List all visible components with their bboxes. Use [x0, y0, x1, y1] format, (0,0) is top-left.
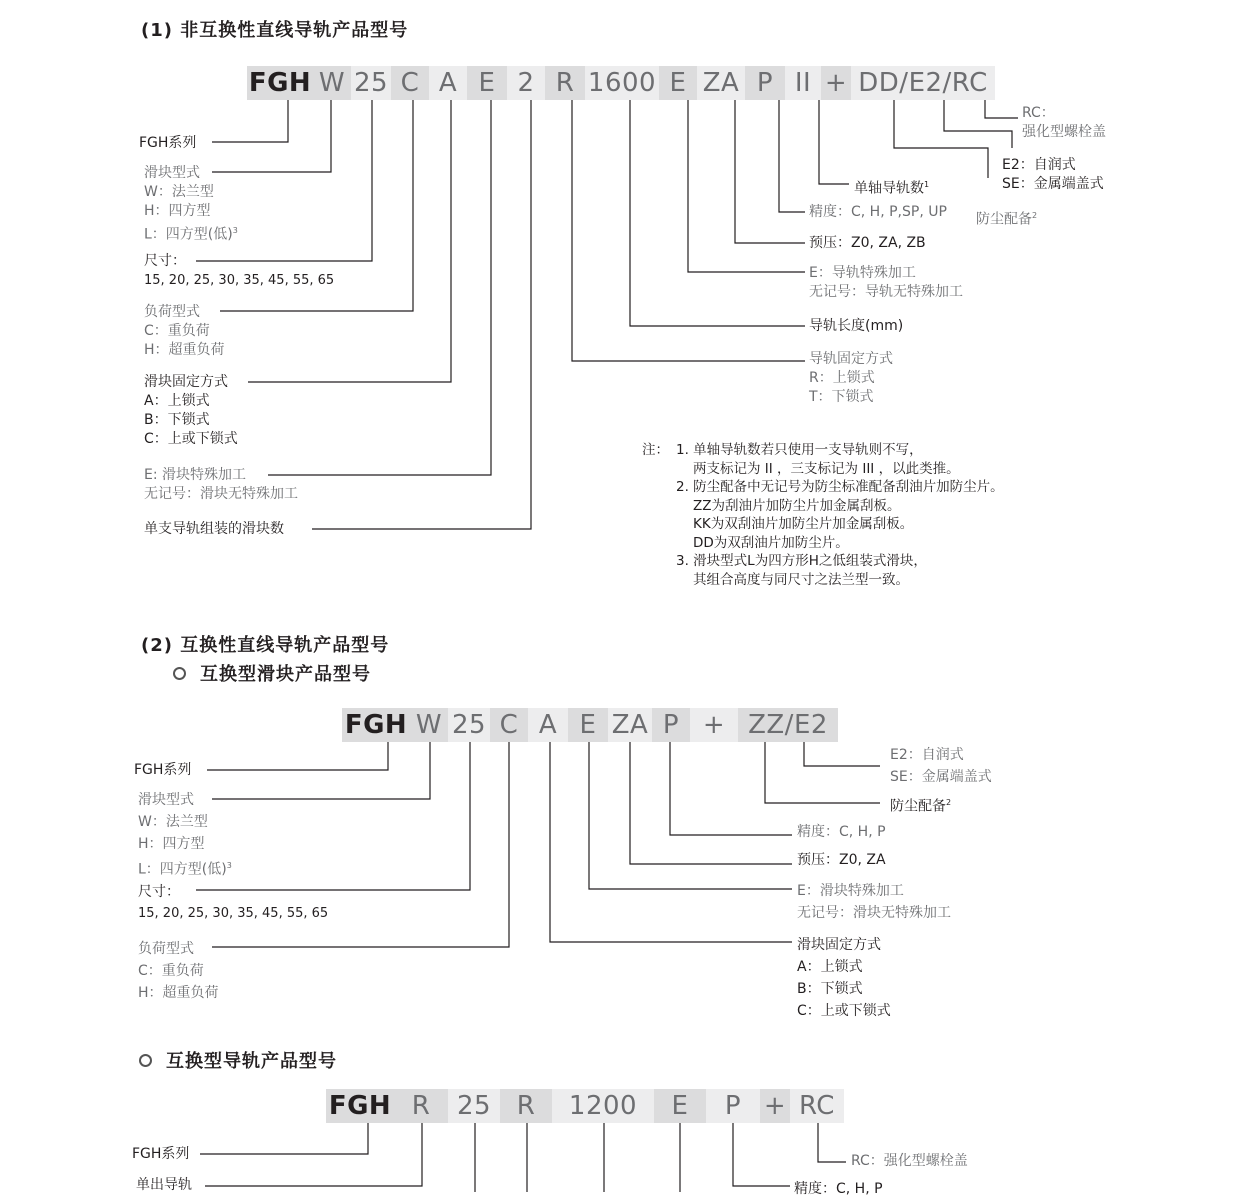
label-e2-se: E2：自润式 SE：金属端盖式: [890, 747, 992, 785]
code-segment-block-type: W: [410, 708, 448, 742]
code-segment-rail-mount: R: [545, 66, 585, 100]
label-rail-mount: 导轨固定方式 R：上锁式 T：下锁式: [809, 351, 893, 405]
label-preload: 预压：Z0, ZA, ZB: [809, 235, 926, 251]
notes-body: 1. 单轴导轨数若只使用一支导轨则不写， 两支标记为 II ，三支标记为 III ，以此类推。 2. 防尘配备中无记号为防尘标准配备刮油片加防尘片。 ZZ为刮油片加防尘片加金属刮板。 KK为双刮油片加防尘片加金属刮板。 DD为双刮油片加防尘片。 3. 滑块型式L为四方形H之低组装式滑块， 其组合高度与同尺寸之法兰型一致。: [676, 442, 1004, 588]
label-rail-special: E：导轨特殊加工 无记号：导轨无特殊加工: [809, 265, 963, 300]
section2-heading: (2) 互换性直线导轨产品型号: [141, 635, 390, 656]
code-segment-rail: R: [394, 1089, 448, 1123]
label-block-type: 滑块型式 W：法兰型 H：四方型 L：四方型(低)$^3$: [138, 792, 232, 878]
code-segment-plus: +: [760, 1089, 790, 1123]
code-segment-block-special: E: [467, 66, 507, 100]
label-series: FGH系列: [139, 135, 197, 151]
bullet-icon: [139, 1054, 152, 1067]
code-segment-series: FGH: [326, 1089, 394, 1123]
code-segment-load: C: [490, 708, 528, 742]
label-e2-se: E2：自润式 SE：金属端盖式: [1002, 157, 1104, 192]
code-segment-plus: +: [821, 66, 851, 100]
code-segment-load: C: [391, 66, 429, 100]
code-segment-plus: +: [690, 708, 738, 742]
section1-heading: (1) 非互换性直线导轨产品型号: [141, 20, 409, 41]
code-segment-block-type: W: [313, 66, 351, 100]
section2-sub1: 互换型滑块产品型号: [173, 660, 371, 686]
section2-sub2: 互换型导轨产品型号: [139, 1047, 337, 1073]
code-segment-rail-mount: R: [500, 1089, 552, 1123]
code-segment-series: FGH: [248, 68, 312, 98]
notes-prefix: 注：: [642, 442, 669, 458]
code-segment-rc: RC: [790, 1089, 844, 1123]
code-segment-accuracy: P: [745, 66, 785, 100]
code-segment-preload: ZA: [697, 66, 745, 100]
code-segment-accuracy: P: [652, 708, 690, 742]
label-accuracy: 精度：C, H, P: [794, 1181, 883, 1197]
code-segment-size: 25: [448, 1089, 500, 1123]
code-segment-dust: DD/E2/RC: [851, 66, 995, 100]
code-segment-size: 25: [448, 708, 490, 742]
code-segment-dust: ZZ/E2: [738, 708, 838, 742]
label-size: 尺寸： 15, 20, 25, 30, 35, 45, 55, 65: [144, 253, 335, 288]
label-blocks-per-rail: 单支导轨组装的滑块数: [144, 521, 284, 537]
label-accuracy: 精度：C, H, P: [797, 824, 886, 840]
model-code-rail: [326, 1089, 844, 1123]
code-segment-preload: ZA: [608, 708, 652, 742]
label-rail-length: 导轨长度(mm): [809, 318, 904, 334]
code-segment-rail-special: E: [654, 1089, 706, 1123]
label-single-rail: 单出导轨: [136, 1177, 192, 1193]
code-segment-series: FGH: [342, 708, 410, 742]
code-segment-mount: A: [528, 708, 568, 742]
code-segment-rails-per-axis: II: [785, 66, 821, 100]
label-block-mount: 滑块固定方式 A：上锁式 B：下锁式 C：上或下锁式: [797, 937, 891, 1019]
code-segment-accuracy: P: [706, 1089, 760, 1123]
label-accuracy: 精度：C, H, P,SP, UP: [809, 204, 947, 220]
label-block-special: E: 滑块特殊加工 无记号：滑块无特殊加工: [144, 467, 298, 502]
code-segment-blocks-per-rail: 2: [507, 66, 545, 100]
model-code-block: [342, 708, 838, 742]
label-rc: RC： 强化型螺栓盖: [1022, 105, 1106, 140]
label-dust: 防尘配备$^2$: [890, 798, 952, 815]
code-segment-mount: A: [429, 66, 467, 100]
label-load-type: 负荷型式 C：重负荷 H：超重负荷: [138, 941, 219, 1001]
label-size: 尺寸： 15, 20, 25, 30, 35, 45, 55, 65: [138, 884, 329, 921]
code-segment-block-special: E: [568, 708, 608, 742]
label-series: FGH系列: [132, 1146, 190, 1162]
label-block-special: E：滑块特殊加工 无记号：滑块无特殊加工: [797, 883, 951, 921]
label-load-type: 负荷型式 C：重负荷 H：超重负荷: [144, 304, 225, 358]
code-segment-size: 25: [351, 66, 391, 100]
code-segment-rail-special: E: [659, 66, 697, 100]
label-preload: 预压：Z0, ZA: [797, 852, 886, 868]
label-dust: 防尘配备$^2$: [976, 211, 1038, 228]
label-rc: RC：强化型螺栓盖: [851, 1153, 968, 1169]
label-series: FGH系列: [134, 762, 192, 778]
label-rails-per-axis: 单轴导轨数$^1$: [854, 180, 930, 197]
label-block-type: 滑块型式 W：法兰型 H：四方型 L：四方型(低)$^3$: [144, 165, 238, 243]
code-segment-rail-length: 1600: [585, 66, 659, 100]
bullet-icon: [173, 667, 186, 680]
label-block-mount: 滑块固定方式 A：上锁式 B：下锁式 C：上或下锁式: [144, 374, 238, 447]
code-segment-rail-length: 1200: [552, 1089, 654, 1123]
